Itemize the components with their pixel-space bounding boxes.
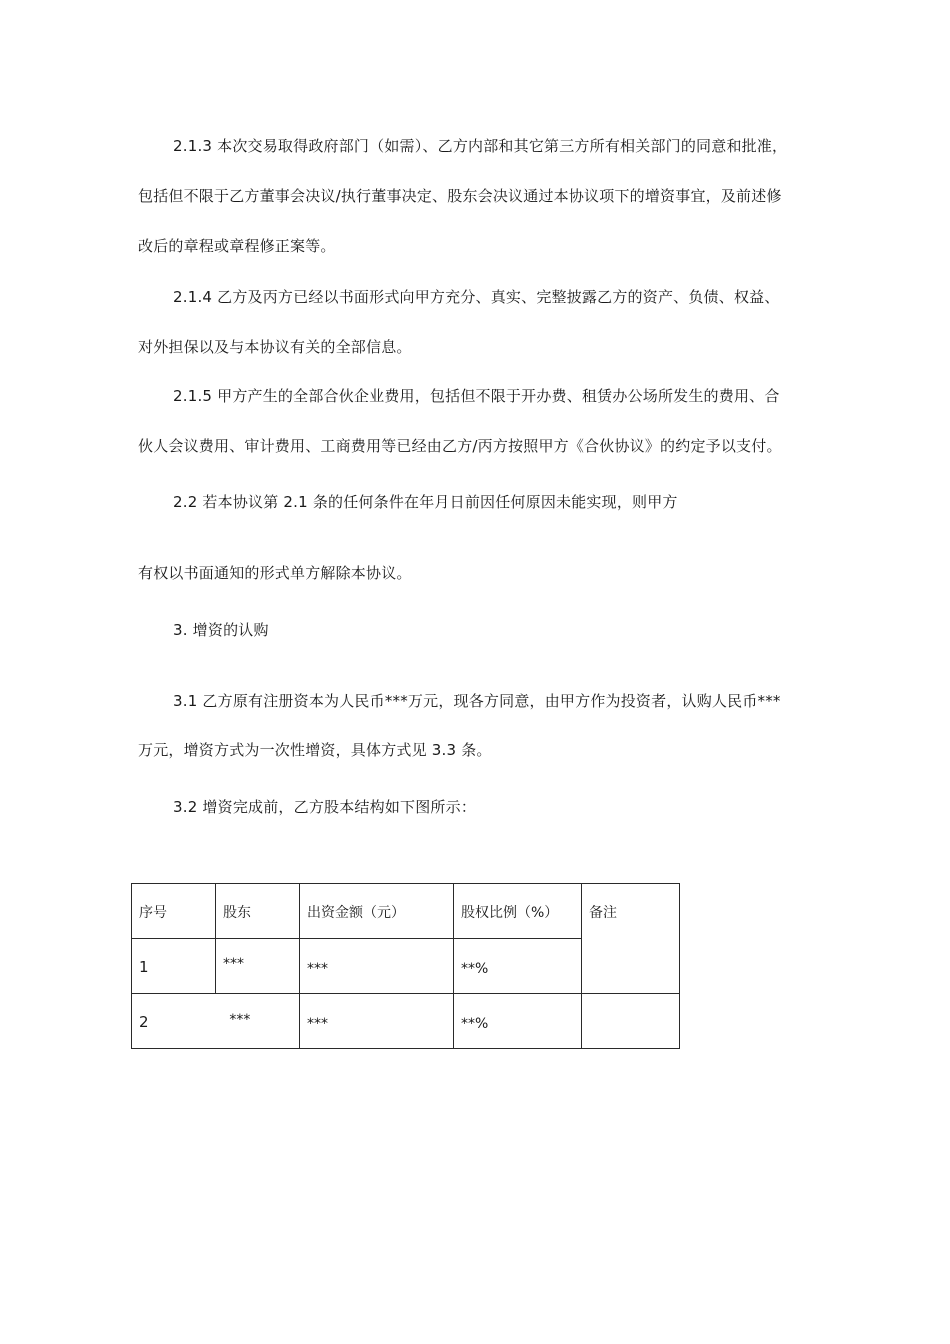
clause-2-2-line-1: 2.2 若本协议第 2.1 条的任何条件在年月日前因任何原因未能实现，则甲方 <box>173 493 678 511</box>
clause-3-2-line-1: 3.2 增资完成前，乙方股本结构如下图所示： <box>173 798 477 816</box>
row-1-shareholder: *** <box>216 939 300 994</box>
row-1-amount: *** <box>300 939 454 994</box>
header-amount: 出资金额（元） <box>300 884 454 939</box>
header-note: 备注 <box>582 884 680 994</box>
row-2-amount: *** <box>300 994 454 1049</box>
equity-structure-table <box>131 883 680 1049</box>
clause-2-2-line-2: 有权以书面通知的形式单方解除本协议。 <box>138 564 412 582</box>
header-ratio: 股权比例（%） <box>454 884 582 939</box>
table-header-row <box>132 884 680 939</box>
section-3-heading: 3. 增资的认购 <box>173 621 269 639</box>
row-1-ratio: **% <box>454 939 582 994</box>
clause-2-1-5-line-1: 2.1.5 甲方产生的全部合伙企业费用，包括但不限于开办费、租赁办公场所发生的费用、合 <box>173 387 780 405</box>
row-1-index: 1 <box>132 939 216 994</box>
clause-3-1-line-1: 3.1 乙方原有注册资本为人民币***万元，现各方同意，由甲方作为投资者，认购人民币*** <box>173 692 781 710</box>
row-2-shareholder: *** <box>229 1012 251 1028</box>
clause-2-1-3-line-3: 改后的章程或章程修正案等。 <box>138 237 336 255</box>
row-2-index: 2 <box>139 1013 149 1031</box>
clause-2-1-4-line-1: 2.1.4 乙方及丙方已经以书面形式向甲方充分、真实、完整披露乙方的资产、负债、权益、 <box>173 288 780 306</box>
row-2-note <box>582 994 680 1049</box>
clause-3-1-line-2: 万元，增资方式为一次性增资，具体方式见 3.3 条。 <box>138 741 492 759</box>
clause-2-1-5-line-2: 伙人会议费用、审计费用、工商费用等已经由乙方/丙方按照甲方《合伙协议》的约定予以支付。 <box>138 437 782 455</box>
clause-2-1-3-line-2: 包括但不限于乙方董事会决议/执行董事决定、股东会决议通过本协议项下的增资事宜，及前述修 <box>138 187 782 205</box>
table-row <box>132 994 680 1049</box>
clause-2-1-3-line-1: 2.1.3 本次交易取得政府部门（如需）、乙方内部和其它第三方所有相关部门的同意和批准， <box>173 137 788 155</box>
clause-2-1-4-line-2: 对外担保以及与本协议有关的全部信息。 <box>138 338 412 356</box>
header-shareholder: 股东 <box>216 884 300 939</box>
header-index: 序号 <box>132 884 216 939</box>
row-2-ratio: **% <box>454 994 582 1049</box>
row-2-index-shareholder <box>132 994 300 1049</box>
